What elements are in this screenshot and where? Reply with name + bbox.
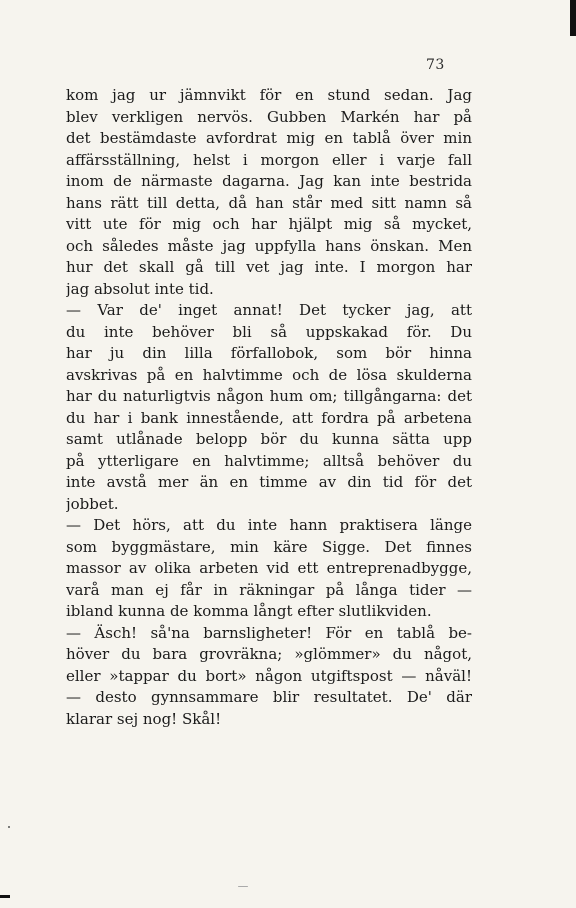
text-line: du har i bank innestående, att fordra på arbetena bbox=[66, 408, 472, 427]
text-line: det bestämdaste avfordrat mig en tablå över min bbox=[66, 129, 472, 147]
text-line: vitt ute för mig och har hjälpt mig så mycket, bbox=[66, 215, 472, 233]
text-line: inte avstå mer än en timme av din tid för det bbox=[66, 473, 472, 491]
text-line: hans rätt till detta, då han står med sitt namn så bbox=[66, 193, 472, 212]
text-line: jag absolut inte tid. bbox=[66, 279, 214, 298]
body-text bbox=[66, 85, 472, 730]
text-line: höver du bara grovräkna; »glömmer» du något, bbox=[66, 645, 472, 663]
text-line: har ju din lilla förfallobok, som bör hinna bbox=[66, 344, 472, 362]
text-line: klarar sej nog! Skål! bbox=[66, 709, 222, 728]
text-line: hur det skall gå till vet jag inte. I morgon har bbox=[66, 258, 472, 276]
paper-speck bbox=[8, 826, 10, 828]
paper-speck bbox=[238, 886, 248, 887]
text-line: affärsställning, helst i morgon eller i varje fall bbox=[66, 150, 472, 169]
text-line: på ytterligare en halvtimme; alltså behöver du bbox=[66, 451, 472, 470]
text-line: samt utlånade belopp bör du kunna sätta upp bbox=[66, 430, 472, 448]
text-line: massor av olika arbeten vid ett entreprenadbygge, bbox=[66, 559, 472, 577]
text-line: avskrivas på en halvtimme och de lösa skulderna bbox=[66, 365, 472, 384]
text-line: — desto gynnsammare blir resultatet. De' där bbox=[66, 688, 472, 706]
text-line: ibland kunna de komma långt efter slutlikviden. bbox=[66, 602, 432, 620]
text-line: som byggmästare, min käre Sigge. Det finnes bbox=[66, 537, 472, 556]
text-line: kom jag ur jämnvikt för en stund sedan. Jag bbox=[66, 86, 472, 104]
page-number: 73 bbox=[426, 57, 445, 73]
text-line: du inte behöver bli så uppskakad för. Du bbox=[66, 322, 472, 341]
text-line: inom de närmaste dagarna. Jag kan inte bestrida bbox=[66, 172, 472, 190]
text-line: varå man ej får in räkningar på långa tider — bbox=[66, 580, 472, 599]
text-line: har du naturligtvis någon hum om; tillgångarna: det bbox=[66, 387, 472, 405]
page-edge-mark bbox=[570, 0, 576, 36]
text-line: jobbet. bbox=[66, 494, 119, 513]
text-line: — Det hörs, att du inte hann praktisera länge bbox=[66, 516, 472, 534]
page-edge-mark bbox=[0, 895, 10, 898]
text-line: — Äsch! så'na barnsligheter! För en tablå be- bbox=[66, 623, 472, 642]
text-line: eller »tappar du bort» någon utgiftspost — nåväl! bbox=[66, 666, 472, 685]
text-line: — Var de' inget annat! Det tycker jag, att bbox=[66, 301, 472, 319]
text-line: och således måste jag uppfylla hans önskan. Men bbox=[66, 236, 472, 255]
text-line: blev verkligen nervös. Gubben Markén har på bbox=[66, 107, 472, 126]
